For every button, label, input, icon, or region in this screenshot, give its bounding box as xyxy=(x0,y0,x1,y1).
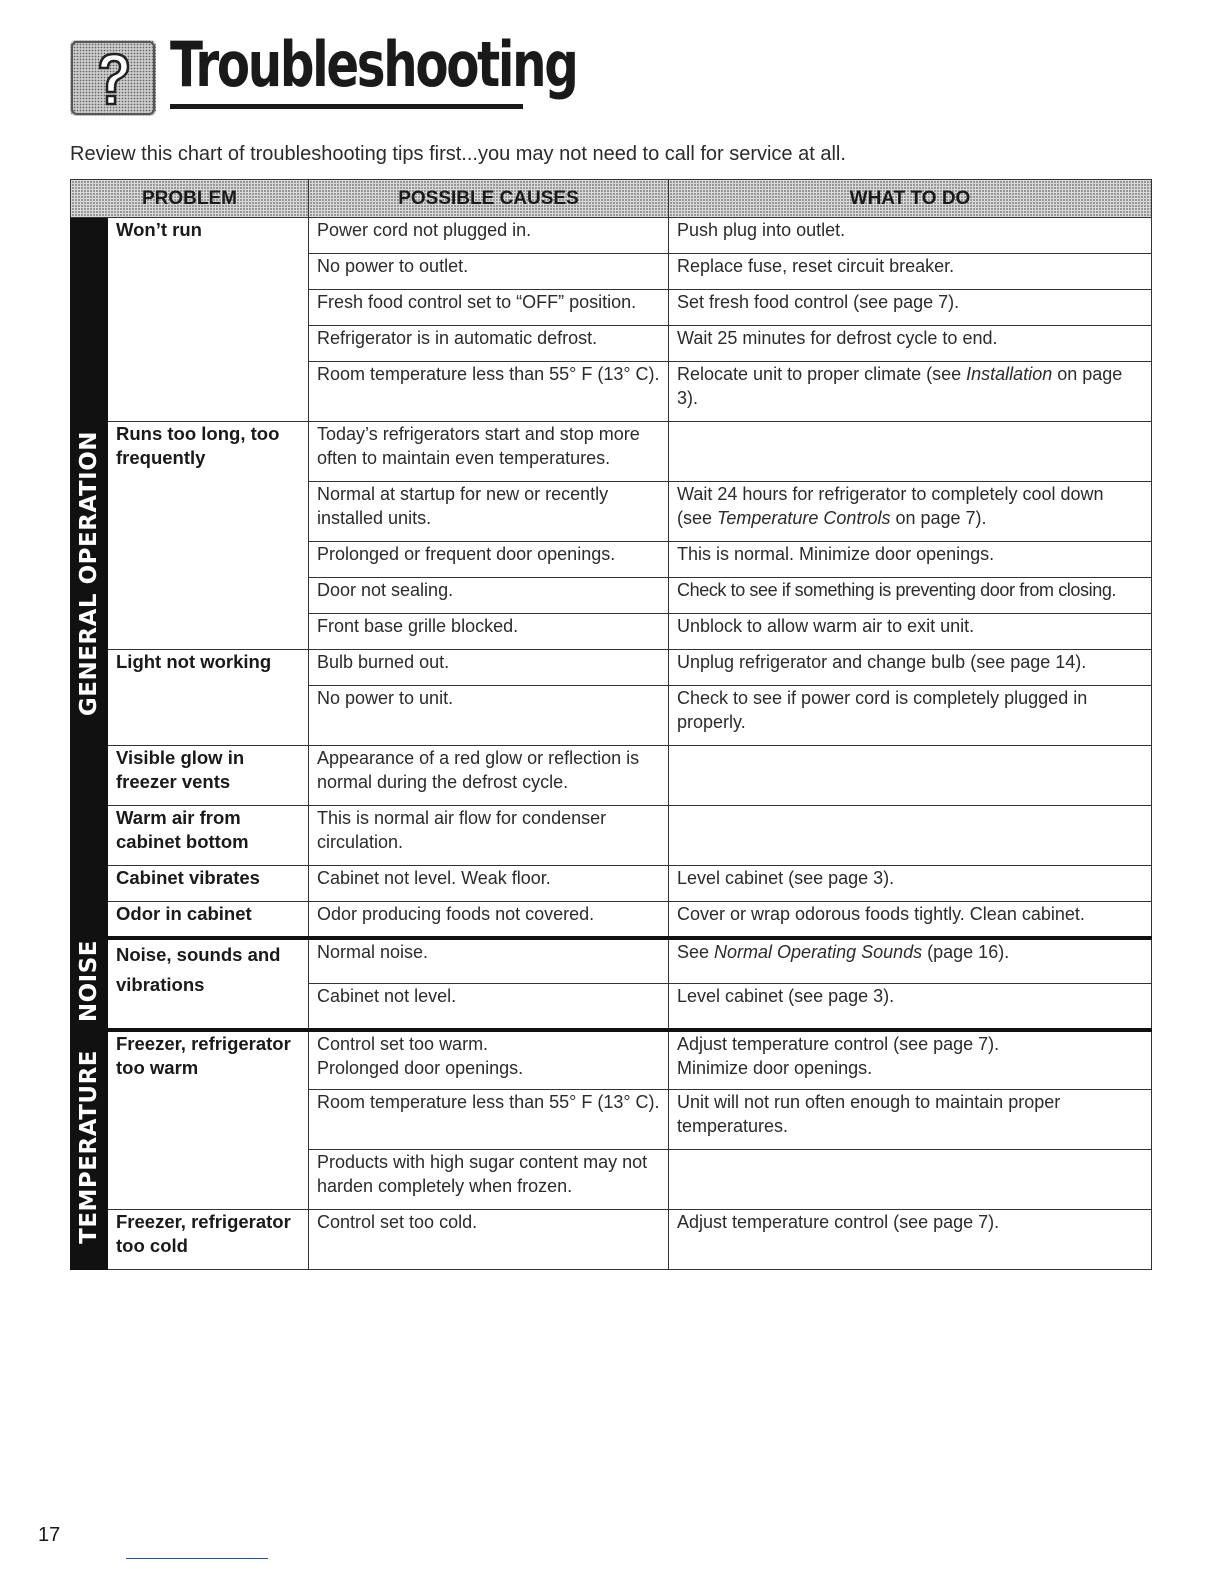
cause-cell: Bulb burned out. xyxy=(309,650,669,686)
cause-cell: Front base grille blocked. xyxy=(309,614,669,650)
section-temperature xyxy=(71,1030,108,1270)
table-row xyxy=(71,746,1152,806)
todo-cell xyxy=(669,806,1152,866)
cause-cell: Appearance of a red glow or reflection is normal during the defrost cycle. xyxy=(309,746,669,806)
cause-cell: Fresh food control set to “OFF” position. xyxy=(309,290,669,326)
todo-cell: Push plug into outlet. xyxy=(669,218,1152,254)
todo-cell: Unit will not run often enough to maintain proper temperatures. xyxy=(669,1090,1152,1150)
todo-cell: Check to see if power cord is completely plugged in properly. xyxy=(669,686,1152,746)
cause-cell: Room temperature less than 55° F (13° C). xyxy=(309,1090,669,1150)
footer-rule xyxy=(126,1558,268,1559)
cause-cell: No power to outlet. xyxy=(309,254,669,290)
problem-cell: Light not working xyxy=(108,650,309,746)
todo-cell: Adjust temperature control (see page 7). xyxy=(669,1210,1152,1270)
header-possible-causes: POSSIBLE CAUSES xyxy=(309,180,669,218)
todo-cell: Level cabinet (see page 3). xyxy=(669,866,1152,902)
page-number: 17 xyxy=(38,1524,61,1546)
problem-cell: Freezer, refrigerator too cold xyxy=(108,1210,309,1270)
todo-cell: Unblock to allow warm air to exit unit. xyxy=(669,614,1152,650)
cause-cell: Cabinet not level. xyxy=(309,984,669,1030)
section-noise xyxy=(71,938,108,1030)
cause-cell: Prolonged or frequent door openings. xyxy=(309,542,669,578)
page-title: Troubleshooting xyxy=(170,28,577,101)
todo-cell: Level cabinet (see page 3). xyxy=(669,984,1152,1030)
cause-cell: Today’s refrigerators start and stop more often to maintain even temperatures. xyxy=(309,422,669,482)
todo-cell: Check to see if something is preventing door from closing. xyxy=(669,578,1152,614)
todo-cell: Adjust temperature control (see page 7). Minimize door openings. xyxy=(669,1030,1152,1090)
problem-cell: Odor in cabinet xyxy=(108,902,309,938)
section-label: NOISE xyxy=(76,939,102,1022)
cause-cell: Normal noise. xyxy=(309,938,669,984)
table-row xyxy=(71,1030,1152,1090)
problem-cell: Cabinet vibrates xyxy=(108,866,309,902)
todo-cell xyxy=(669,1150,1152,1210)
cause-cell: Control set too warm. Prolonged door openings. xyxy=(309,1030,669,1090)
problem-cell: Warm air from cabinet bottom xyxy=(108,806,309,866)
question-mark-icon xyxy=(70,40,156,116)
table-row xyxy=(71,422,1152,482)
troubleshooting-table xyxy=(70,179,1152,1270)
cause-cell: No power to unit. xyxy=(309,686,669,746)
todo-cell: Set fresh food control (see page 7). xyxy=(669,290,1152,326)
table-row xyxy=(71,806,1152,866)
todo-cell xyxy=(669,422,1152,482)
todo-cell: Replace fuse, reset circuit breaker. xyxy=(669,254,1152,290)
table-row xyxy=(71,650,1152,686)
table-row xyxy=(71,938,1152,984)
todo-cell xyxy=(669,746,1152,806)
table-row xyxy=(71,218,1152,254)
cause-cell: This is normal air flow for condenser circulation. xyxy=(309,806,669,866)
header-what-to-do: WHAT TO DO xyxy=(669,180,1152,218)
todo-cell: Wait 25 minutes for defrost cycle to end. xyxy=(669,326,1152,362)
table-row xyxy=(71,1210,1152,1270)
todo-cell: See Normal Operating Sounds (page 16). xyxy=(669,938,1152,984)
cause-cell: Products with high sugar content may not harden completely when frozen. xyxy=(309,1150,669,1210)
todo-cell: Unplug refrigerator and change bulb (see page 14). xyxy=(669,650,1152,686)
todo-cell: Relocate unit to proper climate (see Installation on page 3). xyxy=(669,362,1152,422)
cause-cell: Door not sealing. xyxy=(309,578,669,614)
cause-cell: Control set too cold. xyxy=(309,1210,669,1270)
title-underline xyxy=(170,104,523,109)
problem-cell: Won’t run xyxy=(108,218,309,422)
section-label: GENERAL OPERATION xyxy=(76,431,102,717)
table-header-row xyxy=(71,180,1152,218)
todo-cell: This is normal. Minimize door openings. xyxy=(669,542,1152,578)
cause-cell: Normal at startup for new or recently installed units. xyxy=(309,482,669,542)
table-row xyxy=(71,866,1152,902)
problem-cell: Freezer, refrigerator too warm xyxy=(108,1030,309,1210)
cause-cell: Power cord not plugged in. xyxy=(309,218,669,254)
problem-cell: Runs too long, too frequently xyxy=(108,422,309,650)
todo-cell: Wait 24 hours for refrigerator to completely cool down (see Temperature Controls on page 7). xyxy=(669,482,1152,542)
cause-cell: Cabinet not level. Weak floor. xyxy=(309,866,669,902)
header-problem: PROBLEM xyxy=(71,180,309,218)
intro-text: Review this chart of troubleshooting tips first...you may not need to call for service at all. xyxy=(70,143,846,165)
cause-cell: Refrigerator is in automatic defrost. xyxy=(309,326,669,362)
cause-cell: Odor producing foods not covered. xyxy=(309,902,669,938)
cause-cell: Room temperature less than 55° F (13° C). xyxy=(309,362,669,422)
todo-cell: Cover or wrap odorous foods tightly. Clean cabinet. xyxy=(669,902,1152,938)
problem-cell: Visible glow in freezer vents xyxy=(108,746,309,806)
section-label: TEMPERATURE xyxy=(76,1050,102,1245)
section-general-operation xyxy=(71,218,108,938)
problem-cell: Noise, sounds and vibrations xyxy=(108,938,309,1030)
table-row xyxy=(71,902,1152,938)
